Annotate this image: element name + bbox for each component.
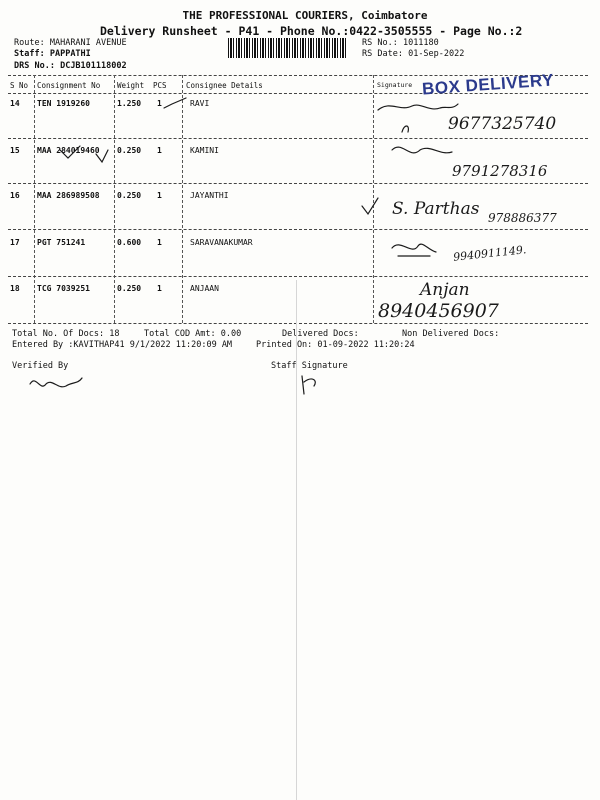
handwritten-phone: 9940911149.	[452, 243, 527, 264]
row-weight: 0.250	[117, 191, 142, 200]
route-label: Route:	[14, 38, 45, 48]
row-weight: 0.250	[117, 284, 142, 293]
total-cod: Total COD Amt: 0.00	[144, 329, 242, 339]
row-consignment: TEN 1919260	[37, 99, 90, 108]
col-header-consignee: Consignee Details	[186, 81, 263, 90]
handwritten-phone: 9791278316	[452, 162, 548, 180]
row-weight: 0.600	[117, 238, 142, 247]
rs-no-value: 1011180	[402, 38, 439, 48]
handwritten-phone: 8940456907	[378, 300, 499, 322]
row-consignee: ANJAAN	[190, 284, 219, 293]
staff-label: Staff:	[14, 49, 45, 59]
row-sno: 18	[10, 284, 20, 293]
staff-signature-label: Staff Signature	[271, 361, 348, 371]
row-sno: 15	[10, 146, 20, 155]
row-consignment: PGT 751241	[37, 238, 86, 247]
row-consignee: JAYANTHI	[190, 191, 229, 200]
staff-value: PAPPATHI	[49, 49, 91, 59]
drs-label: DRS No.:	[14, 61, 55, 71]
handwritten-signature: S. Parthas	[392, 199, 480, 219]
row-weight: 1.250	[117, 99, 142, 108]
signature-scribble	[402, 126, 408, 132]
row-consignee: KAMINI	[190, 146, 219, 155]
row-weight: 0.250	[117, 146, 142, 155]
rs-no-label: RS No.:	[362, 38, 398, 48]
col-header-pcs: PCS	[153, 81, 167, 90]
runsheet-title: Delivery Runsheet - P41 - Phone No.:0422-3505555 - Page No.:2	[100, 24, 523, 38]
drs-value: DCJB101118002	[60, 61, 127, 71]
tick-mark	[60, 146, 80, 158]
rs-date-value: 01-Sep-2022	[408, 49, 465, 59]
row-pcs: 1	[157, 284, 162, 293]
verified-by-label: Verified By	[12, 361, 69, 371]
row-consignment: TCG 7039251	[37, 284, 90, 293]
row-sno: 17	[10, 238, 20, 247]
tick-mark	[96, 150, 108, 162]
non-delivered-docs: Non Delivered Docs:	[402, 329, 500, 339]
col-header-weight: Weight	[117, 81, 145, 90]
row-pcs: 1	[157, 146, 162, 155]
signature-scribble	[392, 244, 436, 252]
row-pcs: 1	[157, 191, 162, 200]
total-docs: Total No. Of Docs: 18	[12, 329, 120, 339]
row-consignee: SARAVANAKUMAR	[190, 238, 253, 247]
handwritten-phone: 9677325740	[448, 114, 557, 134]
tick-mark	[164, 98, 186, 108]
row-consignee: RAVI	[190, 99, 210, 108]
tick-mark	[362, 198, 378, 214]
row-consignment: MAA 286989508	[37, 191, 100, 200]
signature-scribble	[30, 378, 82, 387]
row-consignment: MAA 284019460	[37, 146, 100, 155]
signature-scribble	[302, 376, 315, 394]
col-header-sno: S No	[10, 81, 29, 90]
delivered-docs: Delivered Docs:	[282, 329, 359, 339]
printed-on: Printed On: 01-09-2022 11:20:24	[256, 340, 415, 350]
signature-scribble	[392, 147, 452, 153]
row-pcs: 1	[157, 238, 162, 247]
route-value: MAHARANI AVENUE	[49, 38, 127, 48]
row-sno: 14	[10, 99, 20, 108]
col-header-consignment: Consignment No	[37, 81, 101, 90]
row-sno: 16	[10, 191, 20, 200]
rs-date-label: RS Date:	[362, 49, 403, 59]
row-pcs: 1	[157, 99, 162, 108]
entered-by: Entered By :KAVITHAP41 9/1/2022 11:20:09 AM	[12, 340, 233, 350]
company-name: THE PROFESSIONAL COURIERS, Coimbatore	[182, 9, 428, 22]
col-header-signature: Signature	[377, 81, 413, 89]
signature-scribble	[378, 104, 458, 110]
paper-fold-line	[296, 280, 297, 800]
handwritten-phone: 978886377	[488, 211, 557, 225]
handwritten-signature: Anjan	[420, 280, 470, 300]
box-delivery-stamp: BOX DELIVERY	[421, 70, 555, 99]
